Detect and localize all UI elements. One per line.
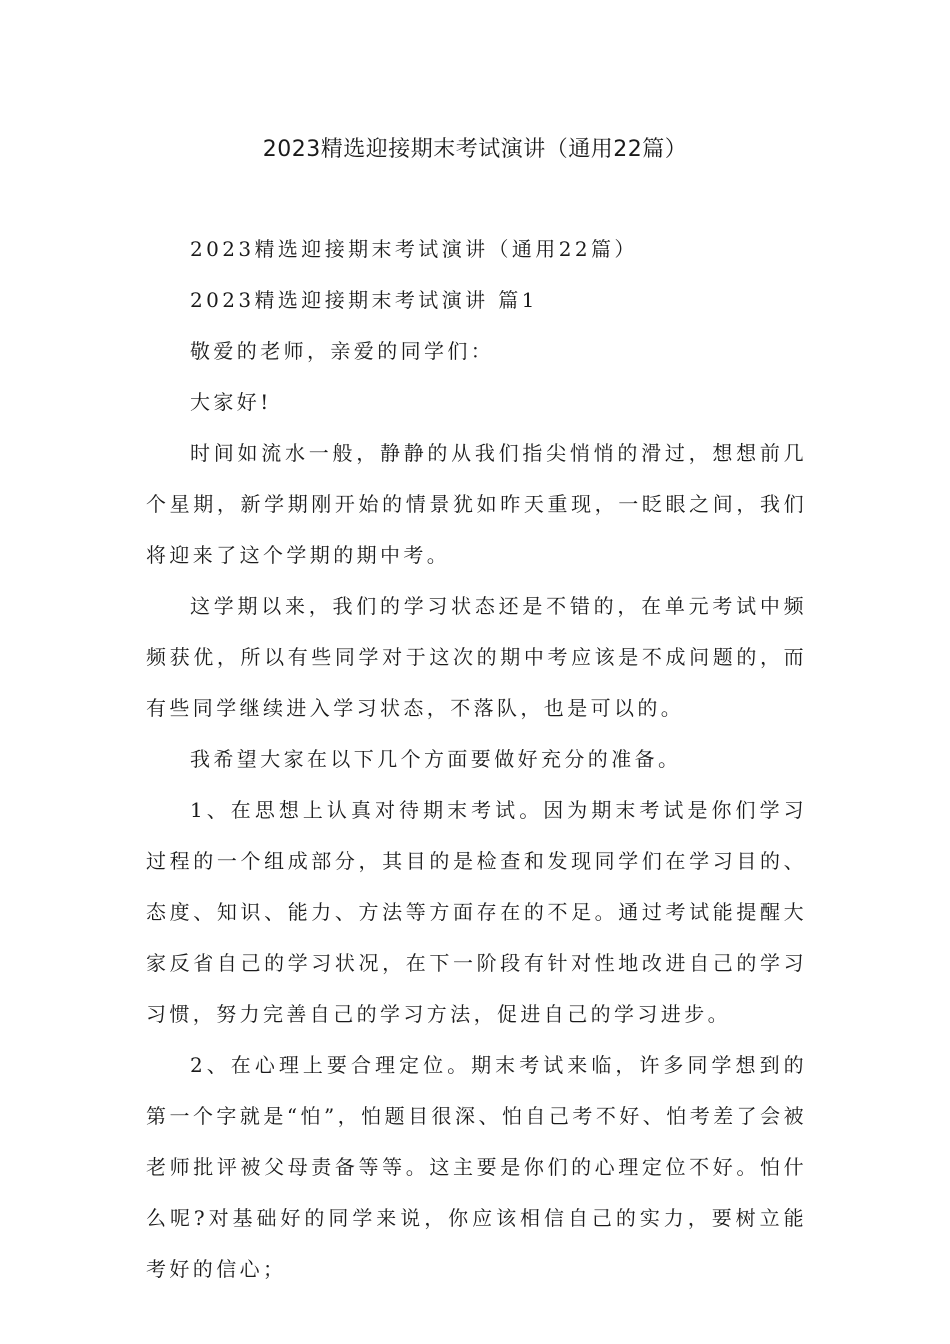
paragraph-salutation: 敬爱的老师，亲爱的同学们： bbox=[190, 339, 495, 363]
paragraph: 2、在心理上要合理定位。期末考试来临，许多同学想到的第一个字就是“怕”，怕题目很深、怕自己考不好、怕考差了会被老师批评被父母责备等等。这主要是你们的心理定位不好。怕什么呢?对基础好的同学来说，你应该相信自己的实力，要树立能考好的信心； bbox=[146, 1053, 807, 1281]
paragraph-section-title: 2023精选迎接期末考试演讲 篇1 bbox=[190, 288, 538, 312]
paragraph-heading: 2023精选迎接期末考试演讲（通用22篇） bbox=[190, 237, 638, 261]
paragraph: 1、在思想上认真对待期末考试。因为期末考试是你们学习过程的一个组成部分，其目的是检查和发现同学们在学习目的、态度、知识、能力、方法等方面存在的不足。通过考试能提醒大家反省自己的学习状况，在下一阶段有针对性地改进自己的学习习惯，努力完善自己的学习方法，促进自己的学习进步。 bbox=[146, 798, 807, 1026]
paragraph-greeting: 大家好! bbox=[190, 390, 272, 414]
document-body bbox=[146, 224, 807, 1295]
paragraph: 我希望大家在以下几个方面要做好充分的准备。 bbox=[190, 747, 682, 771]
paragraph: 这学期以来，我们的学习状态还是不错的，在单元考试中频频获优，所以有些同学对于这次的期中考应该是不成问题的，而有些同学继续进入学习状态，不落队，也是可以的。 bbox=[146, 594, 807, 720]
paragraph: 时间如流水一般，静静的从我们指尖悄悄的滑过，想想前几个星期，新学期刚开始的情景犹如昨天重现，一眨眼之间，我们将迎来了这个学期的期中考。 bbox=[146, 441, 807, 567]
document-title: 2023精选迎接期末考试演讲（通用22篇） bbox=[262, 137, 688, 162]
